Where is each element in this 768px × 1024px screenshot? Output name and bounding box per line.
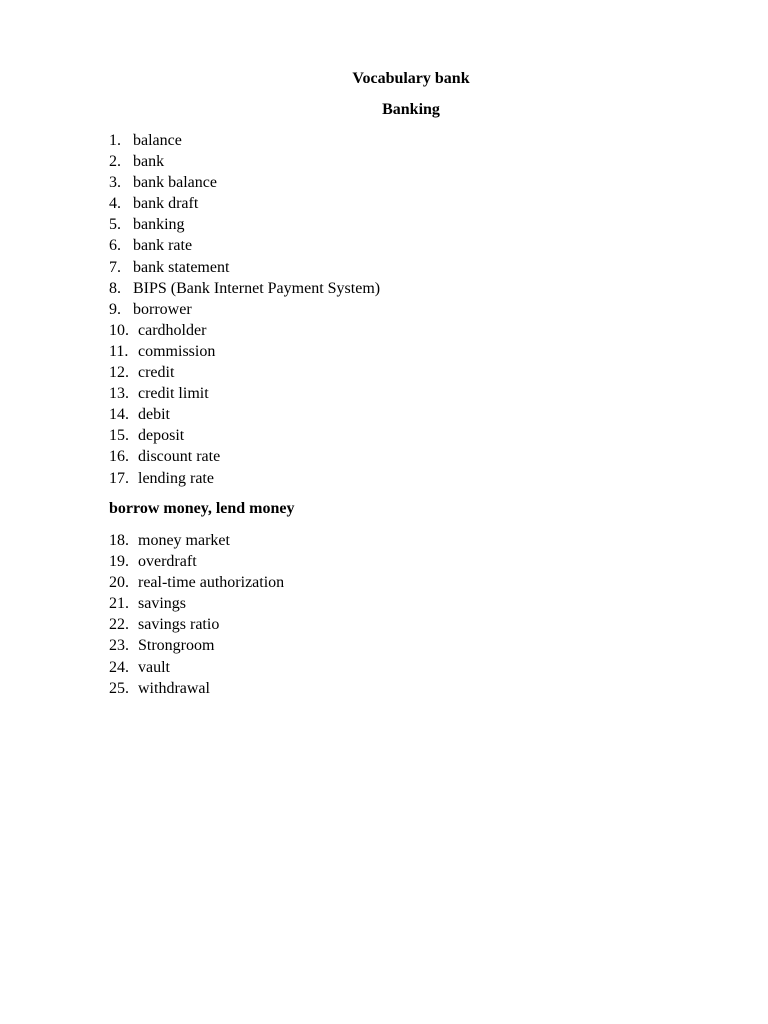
item-term: lending rate [138, 469, 214, 487]
item-number: 7. [109, 258, 121, 276]
item-term: credit [138, 364, 175, 382]
item-number: 3. [109, 174, 121, 192]
item-term: withdrawal [138, 679, 210, 697]
item-term: borrower [133, 300, 192, 318]
list-item [109, 320, 380, 341]
item-number: 5. [109, 216, 121, 234]
item-number: 8. [109, 279, 121, 297]
item-number: 6. [109, 237, 121, 255]
item-number: 9. [109, 300, 121, 318]
item-term: cardholder [138, 321, 207, 339]
item-term: commission [138, 342, 216, 360]
list-item [109, 635, 284, 656]
item-number: 17. [109, 469, 129, 487]
item-number: 13. [109, 385, 129, 403]
list-item [109, 130, 380, 151]
list-item [109, 551, 284, 572]
item-number: 11. [109, 342, 129, 360]
list-item [109, 530, 284, 551]
item-number: 24. [109, 658, 129, 676]
item-term: deposit [138, 427, 185, 445]
item-number: 18. [109, 532, 129, 549]
item-number: 16. [109, 448, 129, 466]
vocabulary-list-one [109, 130, 380, 489]
list-item [109, 278, 380, 299]
item-number: 25. [109, 679, 129, 697]
list-item [109, 172, 380, 193]
list-item [109, 425, 380, 446]
list-item [109, 404, 380, 425]
list-item [109, 235, 380, 256]
list-item [109, 446, 380, 467]
item-number: 22. [109, 616, 129, 634]
item-term: money market [138, 532, 230, 549]
list-item [109, 362, 380, 383]
item-term: savings [138, 595, 186, 613]
list-item [109, 614, 284, 635]
item-term: savings ratio [138, 616, 220, 634]
item-term: real-time authorization [138, 574, 285, 592]
item-term: Strongroom [138, 637, 215, 655]
item-term: overdraft [138, 553, 197, 571]
item-term: BIPS (Bank Internet Payment System) [133, 279, 381, 297]
item-number: 23. [109, 637, 129, 655]
item-term: bank rate [133, 237, 193, 255]
item-number: 4. [109, 195, 121, 213]
item-term: bank statement [133, 258, 230, 276]
item-number: 20. [109, 574, 129, 592]
item-term: banking [133, 216, 185, 234]
item-term: debit [138, 406, 170, 424]
list-item [109, 657, 284, 678]
item-number: 19. [109, 553, 129, 571]
list-item [109, 383, 380, 404]
list-item [109, 468, 380, 489]
item-term: credit limit [138, 385, 209, 403]
item-term: discount rate [138, 448, 221, 466]
list-item [109, 151, 380, 172]
item-number: 12. [109, 364, 129, 382]
list-item [109, 572, 284, 593]
list-item [109, 678, 284, 699]
list-item [109, 299, 380, 320]
item-term: bank draft [133, 195, 199, 213]
item-number: 15. [109, 427, 129, 445]
list-item [109, 257, 380, 278]
item-number: 21. [109, 595, 129, 613]
list-item [109, 193, 380, 214]
section-note: borrow money, lend money [109, 500, 295, 517]
list-item [109, 214, 380, 235]
list-item [109, 341, 380, 362]
item-number: 2. [109, 153, 121, 171]
document-subtitle: Banking [382, 101, 440, 118]
item-term: vault [138, 658, 170, 676]
document-title: Vocabulary bank [352, 70, 470, 87]
item-term: balance [133, 132, 182, 149]
item-number: 14. [109, 406, 129, 424]
vocabulary-list-two [109, 530, 284, 699]
item-number: 1. [109, 132, 121, 149]
item-number: 10. [109, 321, 129, 339]
list-item [109, 593, 284, 614]
item-term: bank [133, 153, 165, 171]
item-term: bank balance [133, 174, 217, 192]
